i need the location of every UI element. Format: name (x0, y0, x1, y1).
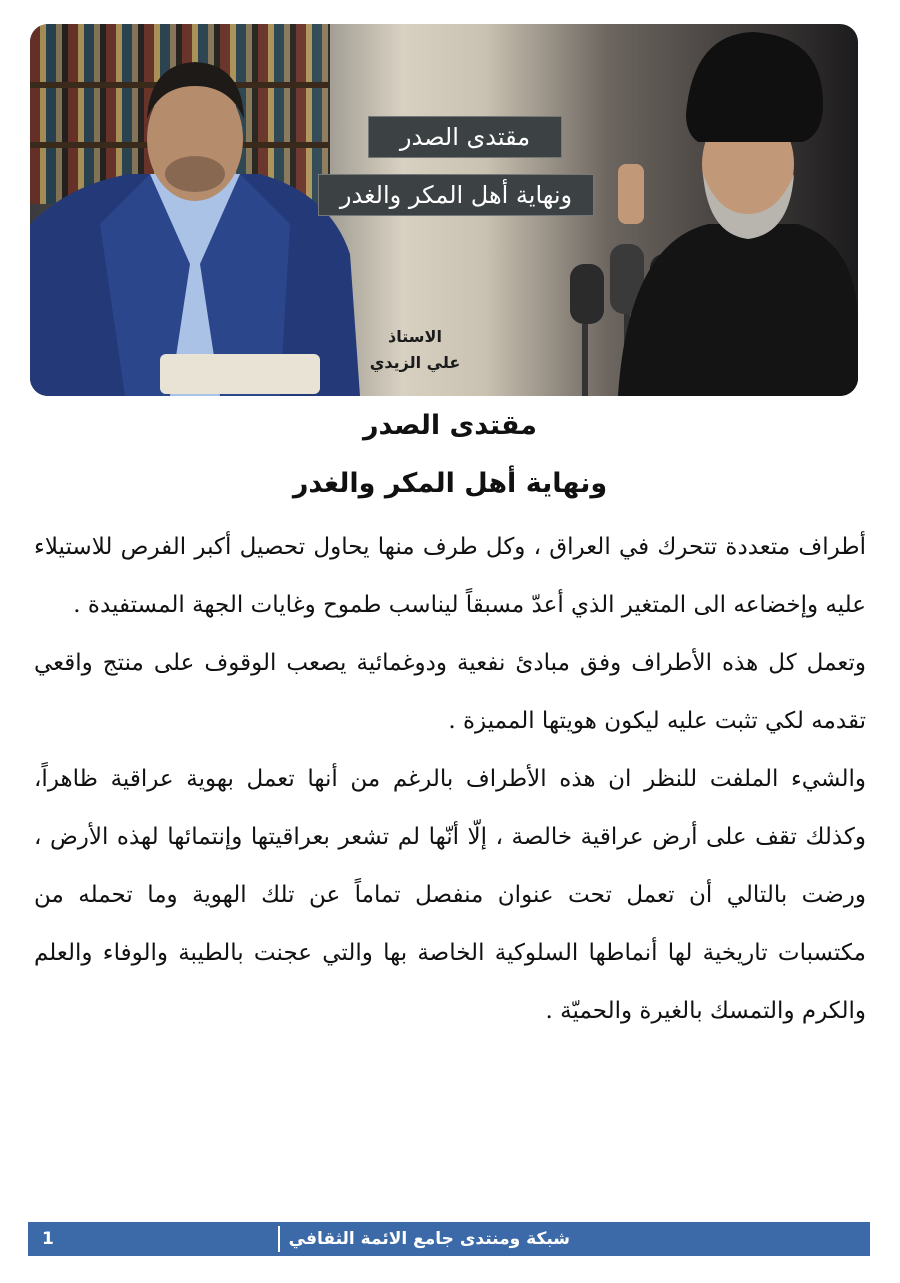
speaker-portrait (598, 24, 858, 396)
banner-caption-subtitle: ونهاية أهل المكر والغدر (318, 174, 594, 216)
paragraph: أطراف متعددة تتحرك في العراق ، وكل طرف منها يحاول تحصيل أكبر الفرص للاستيلاء عليه وإخضاعه الى المتغير الذي أعدّ مسبقاً ليناسب طموح وغايات الجهة المستفيدة . (34, 534, 866, 618)
article-body (34, 518, 866, 1040)
author-title: الاستاذ (388, 327, 442, 346)
page-number: 1 (42, 1229, 54, 1249)
paragraph: والشيء الملفت للنظر ان هذه الأطراف بالرغم من أنها تعمل بهوية عراقية ظاهراً، وكذلك تقف على أرض عراقية خالصة ، إلّا أنّها لم تشعر بعراقيتها وإنتمائها لهذه الأرض ، ورضت بالتالي أن تعمل تحت عنوان منفصل تماماً عن تلك الهوية وما تحمله من مكتسبات تاريخية لها أنماطها السلوكية الخاصة بها والتي عجنت بالطيبة والوفاء والعلم والكرم والتمسك بالغيرة والحميّة . (34, 766, 866, 1024)
author-name: علي الزيدي (369, 353, 461, 372)
author-portrait (30, 24, 360, 396)
footer-publisher: شبكة ومنتدى جامع الائمة الثقافي (288, 1229, 570, 1249)
paragraph: وتعمل كل هذه الأطراف وفق مبادئ نفعية ودوغمائية يصعب الوقوف على منتج واقعي تقدمه لكي تثبت عليه ليكون هويتها المميزة . (34, 650, 866, 734)
header-banner-image (30, 24, 858, 396)
article-subtitle: ونهاية أهل المكر والغدر (292, 468, 608, 499)
page-footer (28, 1222, 870, 1256)
footer-divider (278, 1226, 280, 1252)
banner-caption-name: مقتدى الصدر (368, 116, 562, 158)
article-title: مقتدى الصدر (362, 410, 538, 441)
author-credit (350, 324, 480, 376)
